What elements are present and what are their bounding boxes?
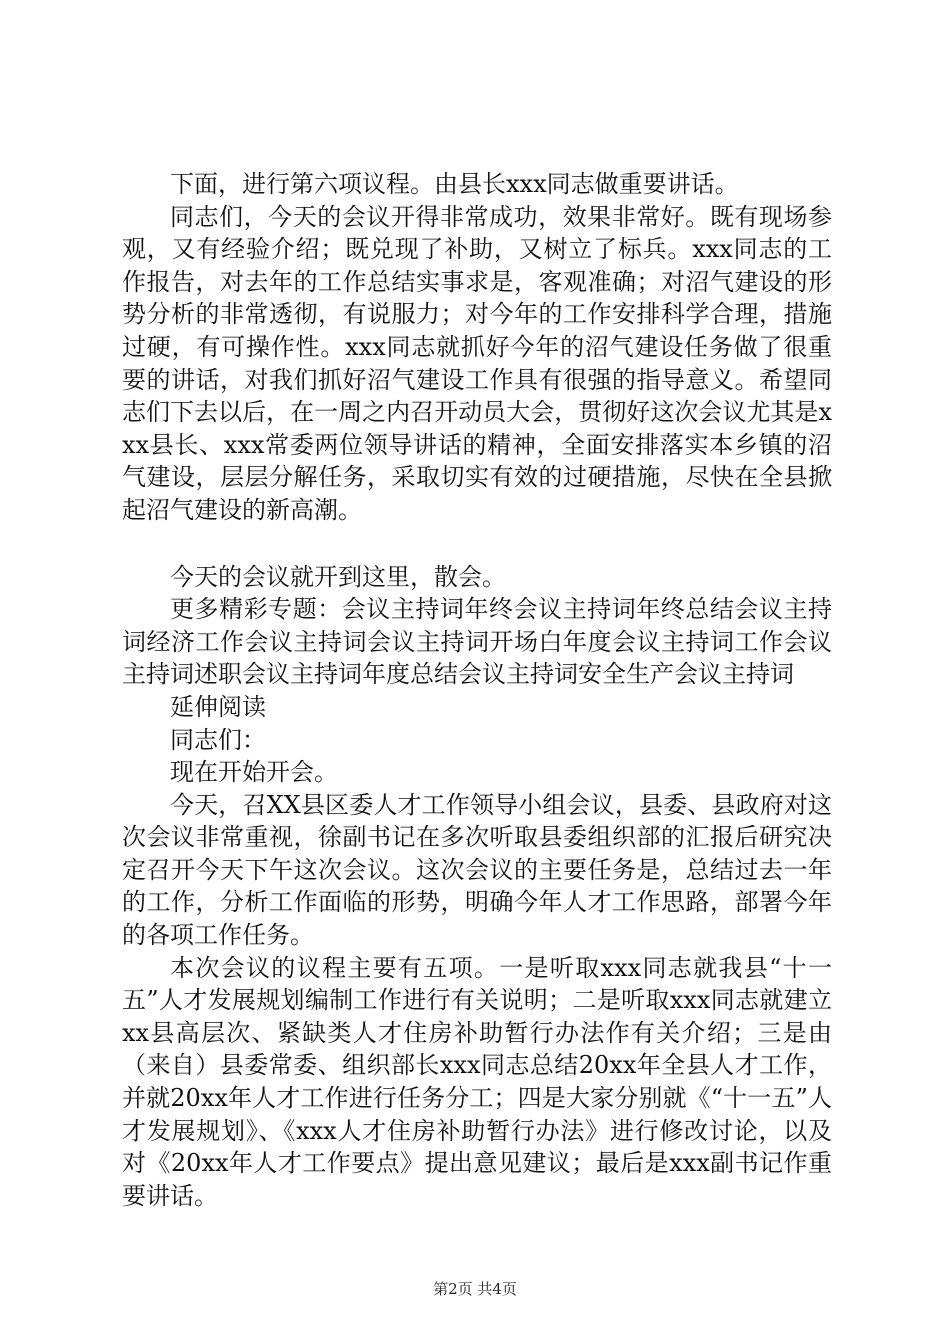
paragraph-greeting: 同志们： <box>170 725 266 754</box>
paragraph-agenda-item-six: 下面，进行第六项议程。由县长xxx同志做重要讲话。 <box>170 170 739 198</box>
paragraph-agenda-overview: 本次会议的议程主要有五项。一是听取xxx同志就我县“十一五”人才发展规划编制工作进行有关说明；二是听取xxx同志就建立xx县高层次、紧缺类人才住房补助暂行办法作有关介绍；三是由（来自）县委常委、组织部长xxx同志总结20xx年全县人才工作，并就20xx年人才工作进行任务分工；四是大家分别就《“十一五”人才发展规划》、《xxx人才住房补助暂行办法》进行修改讨论，以及对《20xx年人才工作要点》提出意见建议；最后是xxx副书记作重要讲话。 <box>122 953 832 1210</box>
paragraph-more-topics: 更多精彩专题：会议主持词年终会议主持词年终总结会议主持词经济工作会议主持词会议主持词开场白年度会议主持词工作会议主持词述职会议主持词年度总结会议主持词安全生产会议主持词 <box>122 595 832 689</box>
paragraph-closing-remarks: 同志们，今天的会议开得非常成功，效果非常好。既有现场参观，又有经验介绍；既兑现了补助，又树立了标兵。xxx同志的工作报告，对去年的工作总结实事求是，客观准确；对沼气建设的形势分析的非常透彻，有说服力；对今年的工作安排科学合理，措施过硬，有可操作性。xxx同志就抓好今年的沼气建设任务做了很重要的讲话，对我们抓好沼气建设工作具有很强的指导意义。希望同志们下去以后，在一周之内召开动员大会，贯彻好这次会议尤其是xxx县长、xxx常委两位领导讲话的精神，全面安排落实本乡镇的沼气建设，层层分解任务，采取切实有效的过硬措施，尽快在全县掀起沼气建设的新高潮。 <box>122 202 832 524</box>
document-body <box>122 168 832 1212</box>
paragraph-adjourn: 今天的会议就开到这里，散会。 <box>170 562 506 591</box>
paragraph-extended-reading: 延伸阅读 <box>170 692 266 721</box>
page-number-footer: 第2页 共4页 <box>433 1280 517 1298</box>
paragraph-meeting-purpose: 今天，召XX县区委人才工作领导小组会议，县委、县政府对这次会议非常重视，徐副书记在多次听取县委组织部的汇报后研究决定召开今天下午这次会议。这次会议的主要任务是，总结过去一年的工作，分析工作面临的形势，明确今年人才工作思路，部署今年的各项工作任务。 <box>122 790 832 950</box>
paragraph-meeting-start: 现在开始开会。 <box>170 758 338 787</box>
